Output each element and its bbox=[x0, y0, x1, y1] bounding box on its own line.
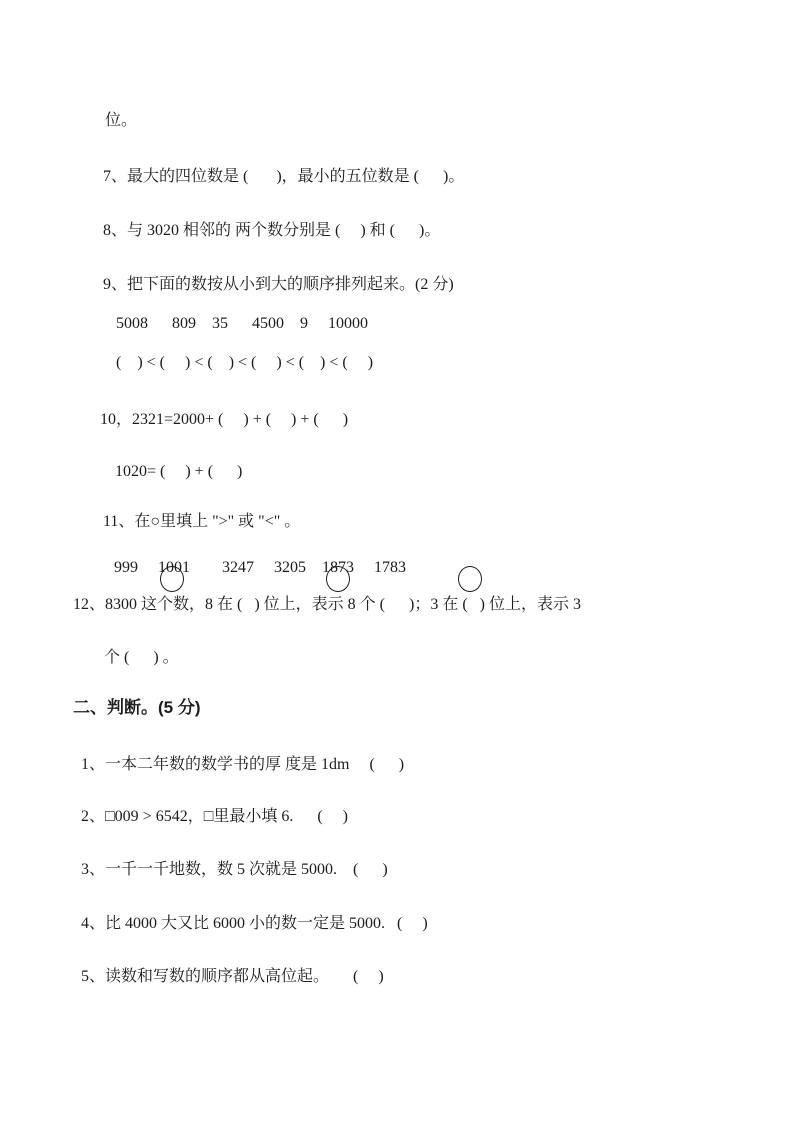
question-10: 10，2321=2000+ ( ) + ( ) + ( ) bbox=[100, 411, 349, 428]
judge-question-4: 4、比 4000 大又比 6000 小的数一定是 5000. ( ) bbox=[81, 915, 428, 932]
comparison-circle-icon bbox=[326, 566, 350, 592]
question-12-line1: 12、8300 这个数，8 在 ( ) 位上，表示 8 个 ( )；3 在 ( ) 位上，表示 3 bbox=[73, 596, 581, 613]
question-12-line2: 个 ( ) 。 bbox=[104, 649, 179, 666]
question-10-second-line: 1020= ( ) + ( ) bbox=[115, 463, 243, 480]
judge-question-5: 5、读数和写数的顺序都从高位起。 ( ) bbox=[81, 968, 384, 985]
question-9-numbers-row: 5008 809 35 4500 9 10000 bbox=[116, 315, 368, 332]
question-11-numbers-row: 999 1001 3247 3205 1873 1783 bbox=[114, 559, 406, 576]
question-11: 11、在○里填上 ">" 或 "<" 。 bbox=[103, 513, 301, 530]
judge-question-3: 3、一千一千地数，数 5 次就是 5000. ( ) bbox=[81, 861, 388, 878]
judge-question-2: 2、□009 > 6542，□里最小填 6. ( ) bbox=[81, 808, 349, 825]
question-6-continuation: 位。 bbox=[105, 112, 138, 129]
judge-question-1: 1、一本二年数的数学书的厚 度是 1dm ( ) bbox=[81, 756, 405, 773]
section-2-title: 二、判断。(5 分) bbox=[73, 698, 201, 717]
question-8: 8、与 3020 相邻的 两个数分别是 ( ) 和 ( )。 bbox=[103, 222, 441, 239]
question-9-ordering-blanks: ( ) < ( ) < ( ) < ( ) < ( ) < ( ) bbox=[116, 354, 374, 371]
comparison-circle-icon bbox=[160, 566, 184, 592]
question-9: 9、把下面的数按从小到大的顺序排列起来。(2 分) bbox=[103, 276, 454, 293]
comparison-circle-icon bbox=[458, 566, 482, 592]
question-7: 7、最大的四位数是 ( )，最小的五位数是 ( )。 bbox=[103, 168, 465, 185]
